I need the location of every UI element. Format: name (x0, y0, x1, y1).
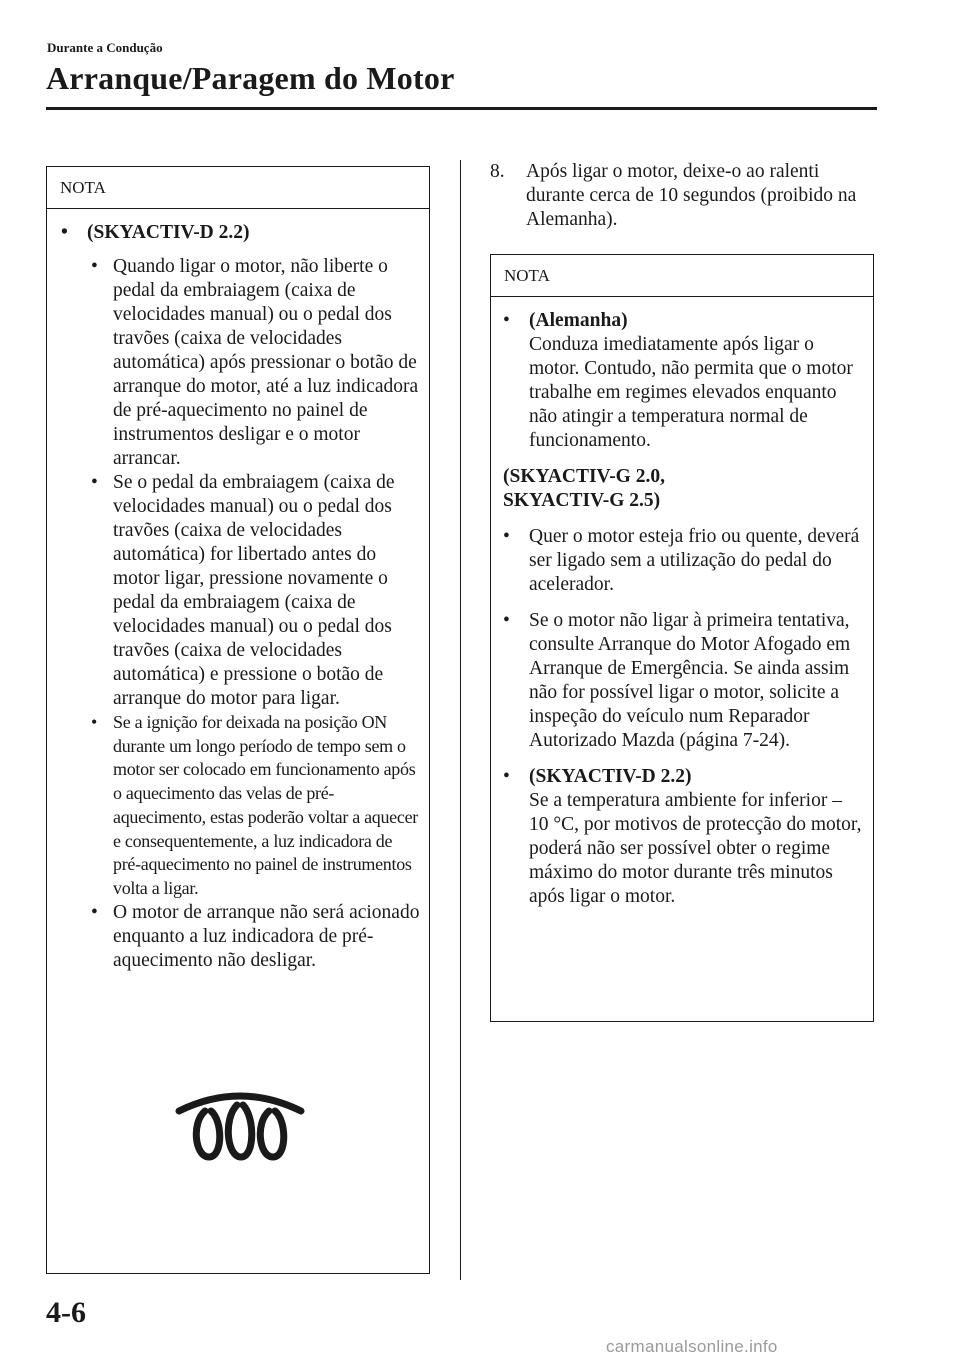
note-item-label: (SKYACTIV-D 2.2) (87, 222, 250, 243)
note-item (61, 221, 423, 245)
note-item-text: Conduza imediatamente após ligar o motor. Contudo, não permita que o motor trabalhe em regimes elevados enquanto não atingir a temperatura normal de funcionamento. (529, 334, 853, 451)
engine-subheading-line: SKYACTIV-G 2.5) (503, 490, 661, 511)
note-item-label: (Alemanha) (529, 310, 628, 331)
note-item (503, 609, 865, 753)
column-divider (460, 160, 461, 1280)
bullet-icon: • (503, 610, 510, 631)
sub-list (61, 255, 423, 973)
note-box-general (490, 254, 874, 1022)
sub-list-item (61, 901, 423, 973)
note-item (503, 309, 865, 453)
note-item-text: Quer o motor esteja frio ou quente, deverá ser ligado sem a utilização do pedal do acelerador. (529, 526, 860, 595)
page-number: 4-6 (46, 1296, 86, 1329)
note-heading: NOTA (47, 167, 429, 209)
note-heading: NOTA (491, 255, 873, 297)
note-body (61, 221, 423, 973)
engine-subheading-line: (SKYACTIV-G 2.0, (503, 466, 665, 487)
bullet-icon: • (503, 526, 510, 547)
step-8 (490, 160, 880, 232)
note-item (503, 765, 865, 909)
step-text: Após ligar o motor, deixe-o ao ralenti durante cerca de 10 segundos (proibido na Alemanha). (526, 161, 857, 230)
sub-list-text: Se o pedal da embraiagem (caixa de velocidades manual) ou o pedal dos travões (caixa de velocidades automática) for libertado antes do motor ligar, pressione novamente o pedal da embraiagem (caixa de velocidades manual) ou o pedal dos travões (caixa de velocidades automática) e pressione o botão de arranque do motor para ligar. (113, 472, 395, 709)
note-item-text: Se o motor não ligar à primeira tentativa, consulte Arranque do Motor Afogado em Arranque de Emergência. Se ainda assim não for possível ligar o motor, solicite a inspeção do veículo num Reparador Autorizado Mazda (página 7-24). (529, 610, 851, 751)
bullet-icon: • (61, 222, 68, 243)
engine-subheading (503, 465, 865, 513)
step-number: 8. (490, 161, 505, 182)
note-item-label: (SKYACTIV-D 2.2) (529, 766, 692, 787)
sub-list-text: Quando ligar o motor, não liberte o pedal da embraiagem (caixa de velocidades manual) ou o pedal dos travões (caixa de velocidades automática) após pressionar o botão de arranque do motor, até a luz indicadora de pré-aquecimento no painel de instrumentos desligar e o motor arrancar. (113, 256, 419, 469)
sub-list-item (61, 711, 423, 901)
title-rule (46, 107, 877, 110)
sub-list-text: Se a ignição for deixada na posição ON durante um longo período de tempo sem o motor ser colocado em funcionamento após o aquecimento das velas de pré-aquecimento, estas poderão voltar a aquecer e consequentemente, a luz indicadora de pré-aquecimento no painel de instrumentos volta a ligar. (113, 712, 418, 898)
sub-bullet-icon: • (91, 256, 98, 277)
section-label: Durante a Condução (47, 40, 163, 55)
sub-list-item (61, 471, 423, 711)
sub-bullet-icon: • (91, 472, 98, 493)
sub-bullet-icon: • (91, 712, 98, 732)
watermark-text: carmanualsonline.info (606, 1337, 778, 1356)
page-title: Arranque/Paragem do Motor (46, 60, 455, 96)
sub-bullet-icon: • (91, 901, 98, 923)
bullet-icon: • (503, 310, 510, 331)
note-item-text: Se a temperatura ambiente for inferior – 10 °C, por motivos de protecção do motor, poderá não ser possível obter o regime máximo do motor durante três minutos após ligar o motor. (529, 790, 862, 907)
sub-list-item (61, 255, 423, 471)
glow-plug-icon (175, 1085, 305, 1165)
note-box-skyactiv-d (46, 166, 430, 1274)
note-body (503, 309, 865, 909)
note-item (503, 525, 865, 597)
sub-list-text: O motor de arranque não será acionado enquanto a luz indicadora de pré-aquecimento não desligar. (113, 901, 420, 971)
bullet-icon: • (503, 766, 510, 787)
